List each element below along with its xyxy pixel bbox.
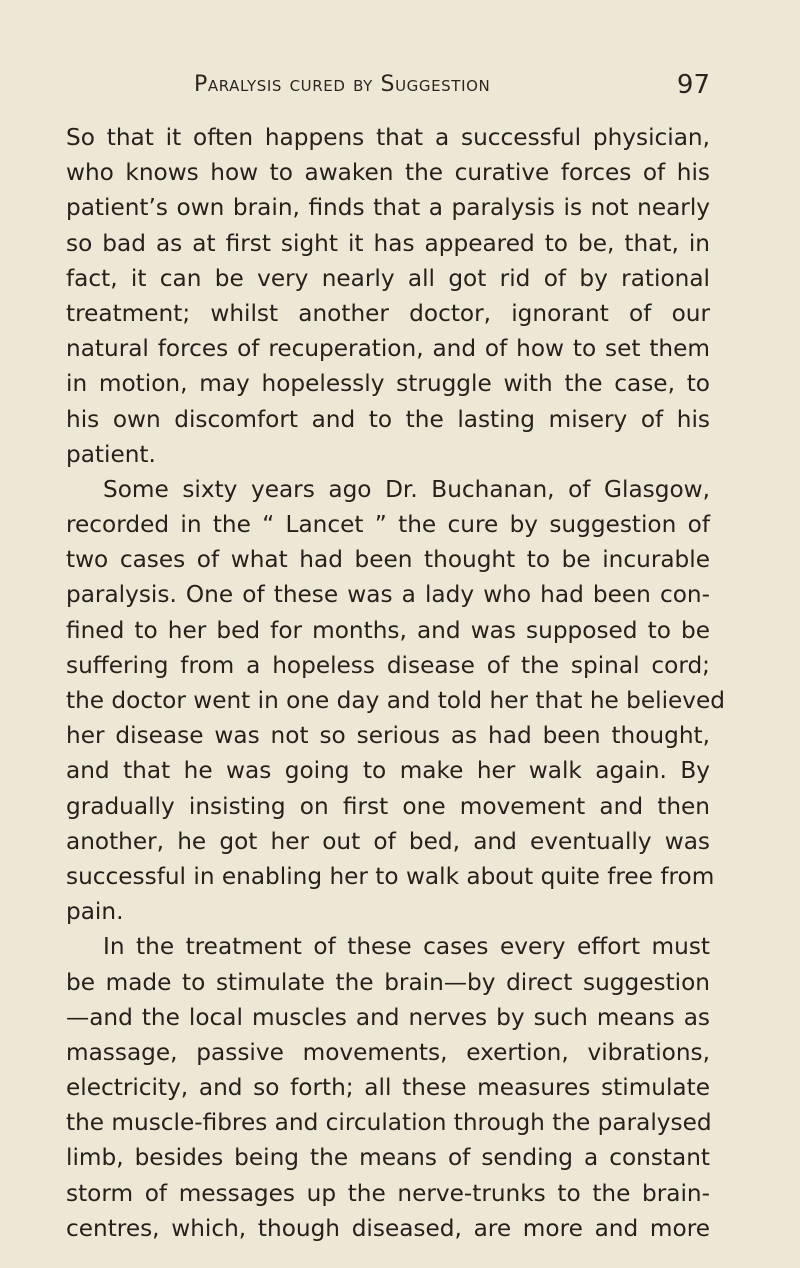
text-line-paragraph-start: In the treatment of these cases every effort must	[103, 933, 710, 961]
text-line: another, he got her out of bed, and eventually was	[66, 827, 710, 855]
text-line: —and the local muscles and nerves by such means as	[66, 1003, 710, 1031]
text-line: patient’s own brain, finds that a paralysis is not nearly	[66, 194, 710, 222]
text-line: the doctor went in one day and told her that he believed	[66, 687, 725, 714]
text-line-paragraph-end: pain.	[66, 898, 124, 926]
text-line: paralysis. One of these was a lady who had been con-	[66, 581, 710, 609]
text-line: who knows how to awaken the curative forces of his	[66, 159, 710, 187]
text-line: the muscle-fibres and circulation through the paralysed	[66, 1109, 712, 1137]
text-line: suffering from a hopeless disease of the spinal cord;	[66, 651, 710, 679]
text-line: successful in enabling her to walk about quite free from	[66, 862, 715, 890]
text-line: in motion, may hopelessly struggle with the case, to	[66, 370, 710, 398]
text-line: so bad as at first sight it has appeared to be, that, in	[66, 229, 710, 257]
text-line: limb, besides being the means of sending a constant	[66, 1144, 710, 1172]
text-line: treatment; whilst another doctor, ignorant of our	[66, 299, 710, 327]
text-line: storm of messages up the nerve-trunks to the brain-	[66, 1179, 710, 1207]
running-header	[66, 72, 710, 106]
text-line: his own discomfort and to the lasting misery of his	[66, 405, 710, 433]
body-text	[66, 120, 725, 1246]
text-line: fined to her bed for months, and was supposed to be	[66, 616, 710, 644]
text-line: natural forces of recuperation, and of how to set them	[66, 335, 710, 363]
text-line: and that he was going to make her walk again. By	[66, 757, 710, 785]
text-line: two cases of what had been thought to be incurable	[66, 546, 710, 574]
text-line: her disease was not so serious as had been thought,	[66, 722, 710, 750]
text-line-paragraph-end: patient.	[66, 440, 156, 468]
text-line: recorded in the “ Lancet ” the cure by suggestion of	[66, 511, 710, 539]
text-line: gradually insisting on first one movement and then	[66, 792, 710, 820]
page-number: 97	[676, 70, 710, 100]
text-line: be made to stimulate the brain—by direct suggestion	[66, 968, 710, 996]
text-line: electricity, and so forth; all these measures stimulate	[66, 1074, 710, 1102]
text-line: massage, passive movements, exertion, vibrations,	[66, 1038, 710, 1066]
text-line: centres, which, though diseased, are more and more	[66, 1214, 710, 1242]
running-title: Paralysis cured by Suggestion	[194, 72, 491, 97]
text-line-paragraph-start: Some sixty years ago Dr. Buchanan, of Glasgow,	[103, 475, 710, 503]
text-line: fact, it can be very nearly all got rid of by rational	[66, 264, 710, 292]
text-line: So that it often happens that a successful physician,	[66, 124, 710, 151]
